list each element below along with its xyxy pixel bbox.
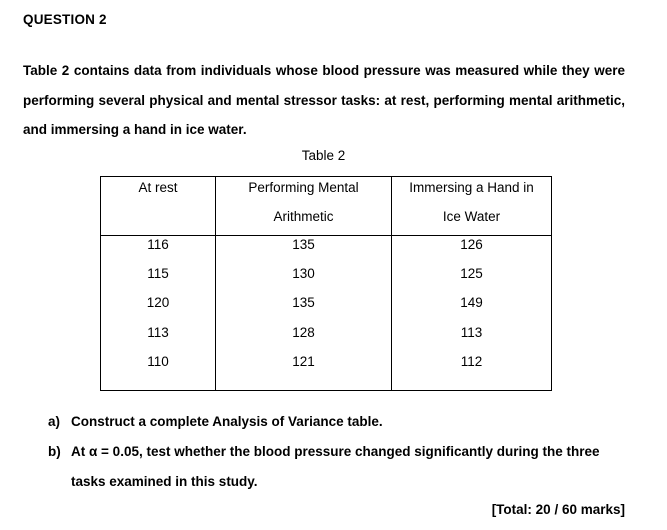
question-a-label: a) (48, 414, 61, 429)
cell-mental: 135 (216, 236, 392, 266)
cell-at-rest: 115 (101, 265, 216, 294)
cell-ice-water: 113 (392, 324, 552, 353)
cell-mental: 135 (216, 294, 392, 323)
question-b-label: b) (48, 444, 61, 459)
cell-mental: 128 (216, 324, 392, 353)
table-header-row (101, 177, 552, 236)
total-marks: [Total: 20 / 60 marks] (491, 502, 625, 517)
header-at-rest: At rest (101, 177, 216, 236)
cell-at-rest: 110 (101, 353, 216, 391)
table-row (101, 294, 552, 323)
cell-at-rest: 113 (101, 324, 216, 353)
question-paragraph: Table 2 contains data from individuals whose blood pressure was measured while they were performing several physical and mental stressor tasks: at rest, performing mental arithmetic, and immersing a hand in ice water. (23, 63, 625, 137)
question-a-text: Construct a complete Analysis of Variance table. (71, 414, 383, 429)
header-ice-water: Immersing a Hand in Ice Water (392, 177, 552, 236)
cell-at-rest: 116 (101, 236, 216, 266)
question-b-text-continued: tasks examined in this study. (71, 474, 258, 489)
table-row (101, 236, 552, 266)
cell-ice-water: 149 (392, 294, 552, 323)
cell-ice-water: 126 (392, 236, 552, 266)
blood-pressure-table (100, 176, 552, 391)
cell-ice-water: 125 (392, 265, 552, 294)
question-heading: QUESTION 2 (23, 12, 107, 27)
table-row (101, 265, 552, 294)
question-b-text: At α = 0.05, test whether the blood pressure changed significantly during the three (71, 444, 600, 459)
cell-mental: 121 (216, 353, 392, 391)
cell-at-rest: 120 (101, 294, 216, 323)
table-caption: Table 2 (301, 148, 346, 163)
table-row (101, 353, 552, 391)
table-row (101, 324, 552, 353)
cell-ice-water: 112 (392, 353, 552, 391)
cell-mental: 130 (216, 265, 392, 294)
header-mental-arithmetic: Performing Mental Arithmetic (216, 177, 392, 236)
